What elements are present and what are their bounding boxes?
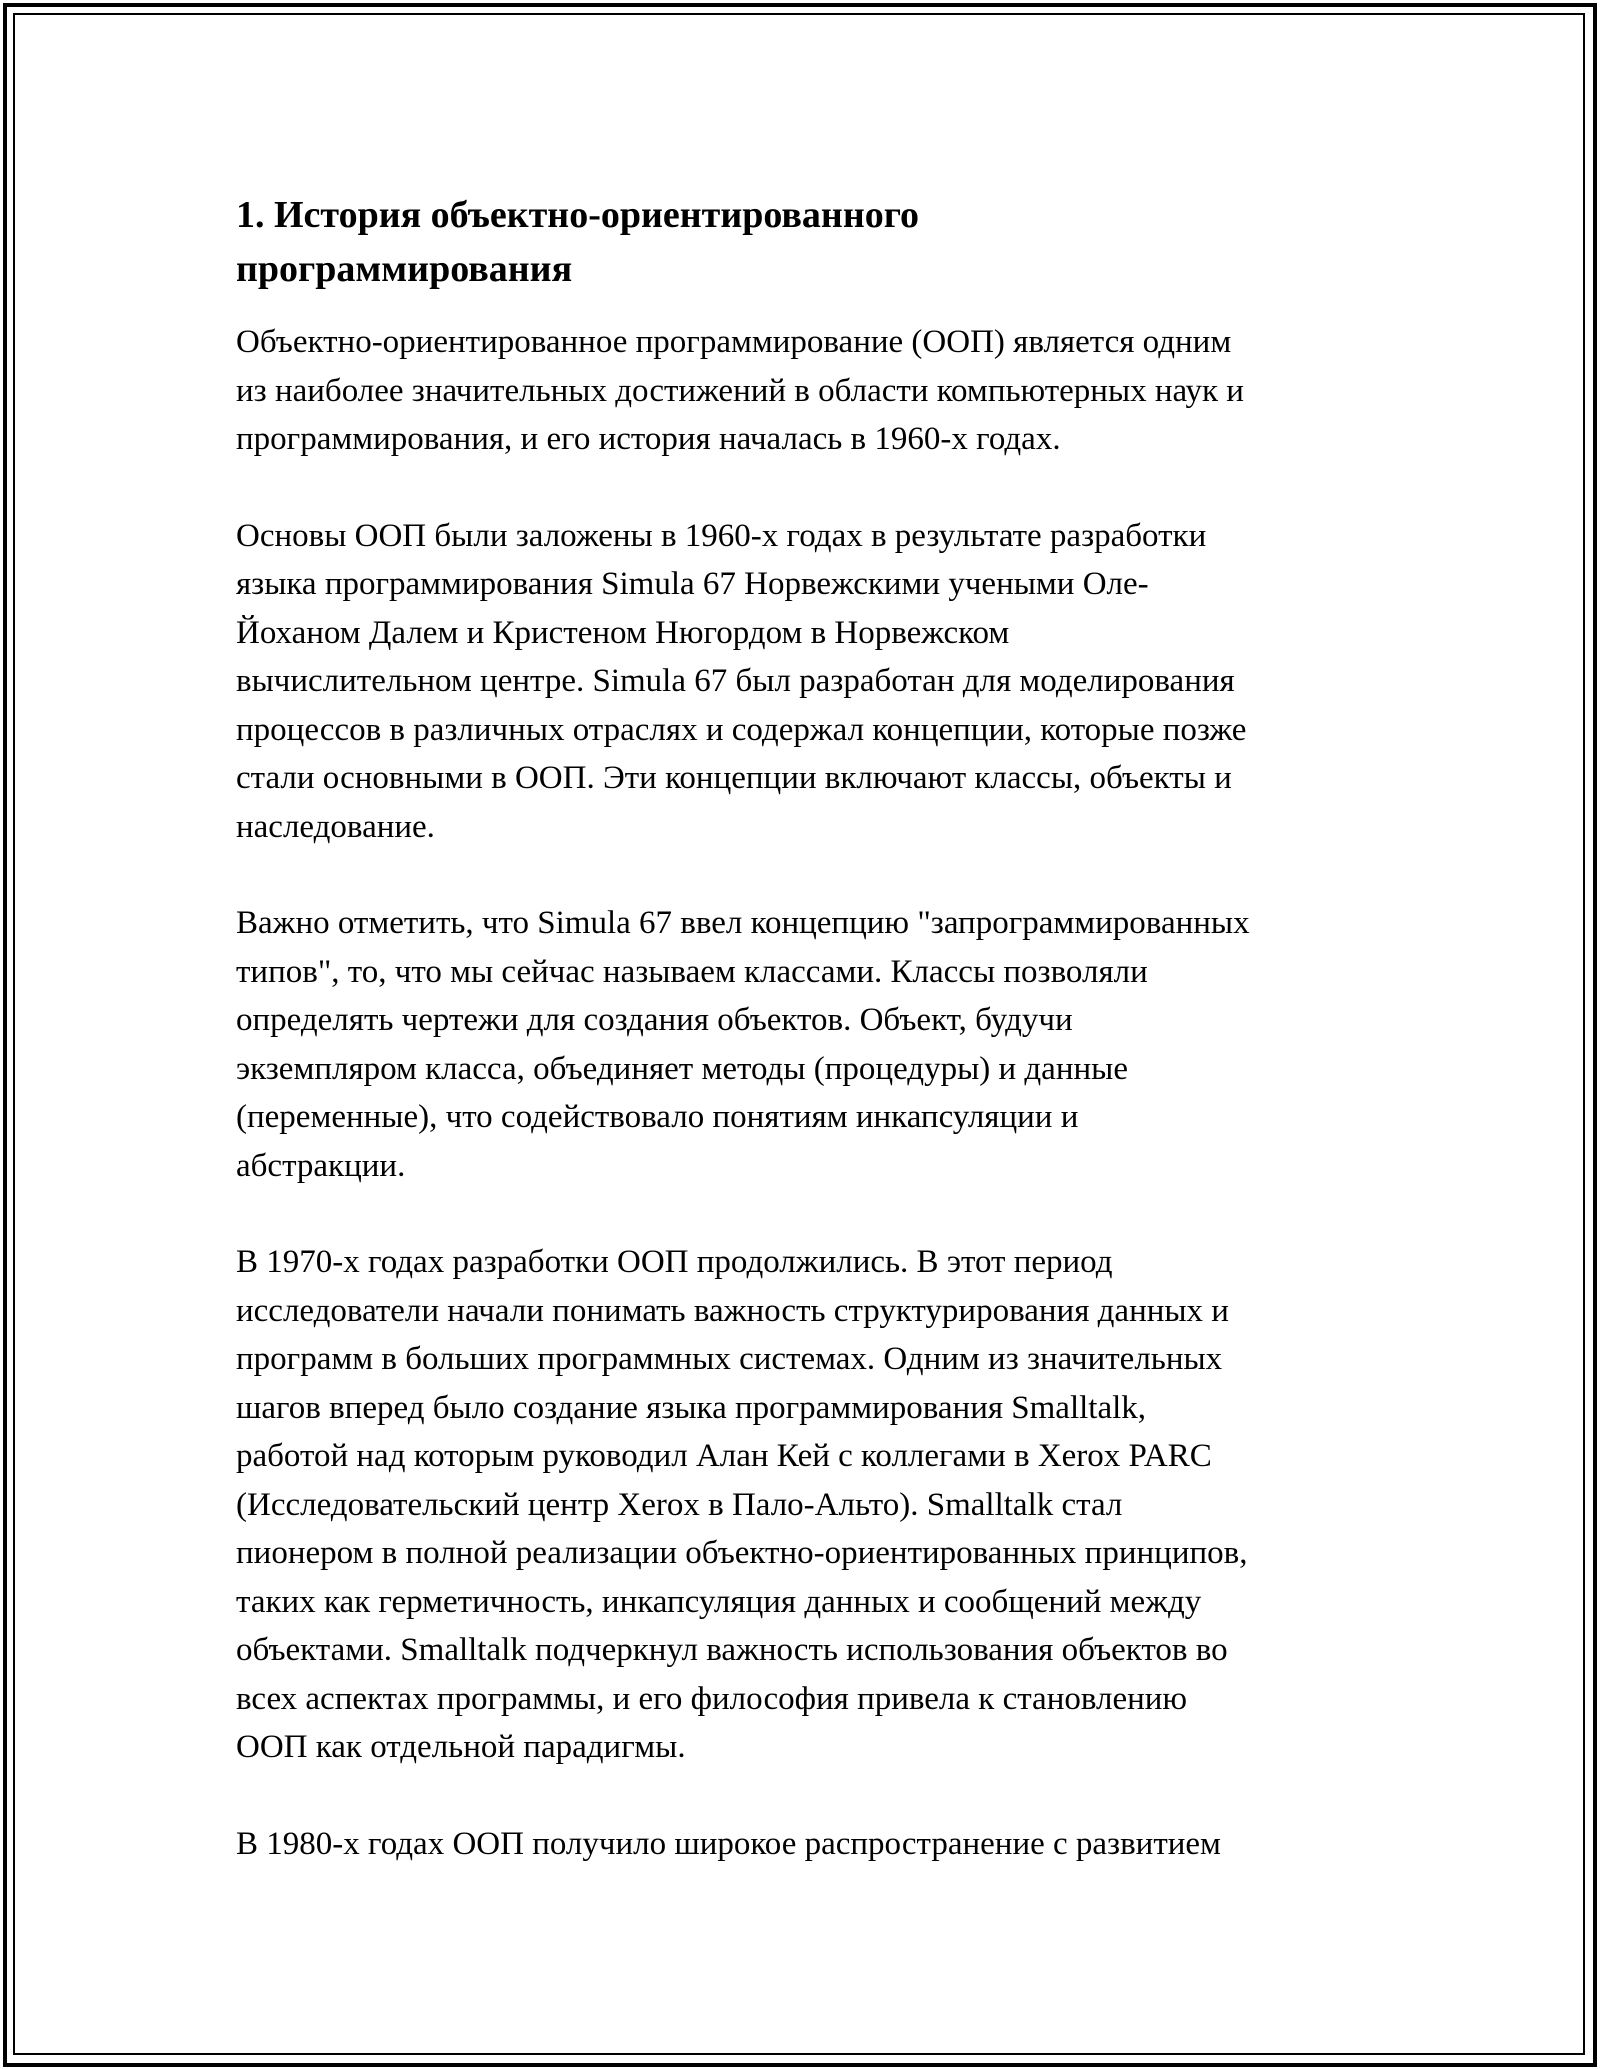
paragraph-simula-origins [236, 512, 1386, 852]
paragraph-intro [236, 318, 1386, 464]
text-line: таких как герметичность, инкапсуляция данных и сообщений между [236, 1583, 1202, 1620]
text-line: (переменные), что содействовало понятиям инкапсуляции и [236, 1099, 1079, 1135]
text-line: абстракции. [236, 1147, 406, 1184]
section-title: 1. История объектно-ориентированного программирования [236, 194, 920, 290]
text-line: пионером в полной реализации объектно-ориентированных принципов, [236, 1535, 1248, 1571]
text-line: (Исследовательский центр Xerox в Пало-Альто). Smalltalk стал [236, 1486, 1123, 1523]
text-line: всех аспектах программы, и его философия привела к становлению [236, 1680, 1188, 1717]
paragraph-1980s [236, 1820, 1386, 1869]
text-line: стали основными в ООП. Эти концепции включают классы, объекты и [236, 760, 1232, 796]
text-line: типов", то, что мы сейчас называем классами. Классы позволяли [236, 953, 1148, 990]
text-line: Основы ООП были заложены в 1960-х годах в результате разработки [236, 517, 1207, 554]
text-line: исследователи начали понимать важность структурирования данных и [236, 1292, 1229, 1329]
text-line: из наиболее значительных достижений в области компьютерных наук и [236, 372, 1244, 409]
text-line: Объектно-ориентированное программирование (ООП) является одним [236, 324, 1232, 360]
text-line: программирования, и его история началась в 1960-х годах. [236, 421, 1061, 457]
document-body [236, 188, 1386, 1916]
text-line: В 1980-х годах ООП получило широкое распространение с развитием [236, 1825, 1221, 1862]
text-line: шагов вперед было создание языка программирования Smalltalk, [236, 1389, 1147, 1426]
text-line: наследование. [236, 808, 435, 845]
text-line: определять чертежи для создания объектов. Объект, будучи [236, 1002, 1073, 1038]
text-line: процессов в различных отраслях и содержал концепции, которые позже [236, 711, 1247, 748]
text-line: Важно отметить, что Simula 67 ввел концепцию "запрограммированных [236, 905, 1250, 941]
text-line: Йоханом Далем и Кристеном Нюгордом в Норвежском [236, 614, 1010, 651]
text-line: ООП как отдельной парадигмы. [236, 1729, 686, 1765]
text-line: В 1970-х годах разработки ООП продолжились. В этот период [236, 1244, 1113, 1280]
text-line: работой над которым руководил Алан Кей с коллегами в Xerox PARC [236, 1438, 1212, 1474]
text-line: экземпляром класса, объединяет методы (процедуры) и данные [236, 1050, 1128, 1087]
text-line: языка программирования Simula 67 Норвежскими учеными Оле- [236, 566, 1149, 602]
paragraph-classes-concept [236, 899, 1386, 1190]
text-line: вычислительном центре. Simula 67 был разработан для моделирования [236, 663, 1235, 699]
paragraph-smalltalk-1970s [236, 1238, 1386, 1772]
text-line: программ в больших программных системах. Одним из значительных [236, 1341, 1223, 1377]
text-line: объектами. Smalltalk подчеркнул важность использования объектов во [236, 1632, 1228, 1668]
